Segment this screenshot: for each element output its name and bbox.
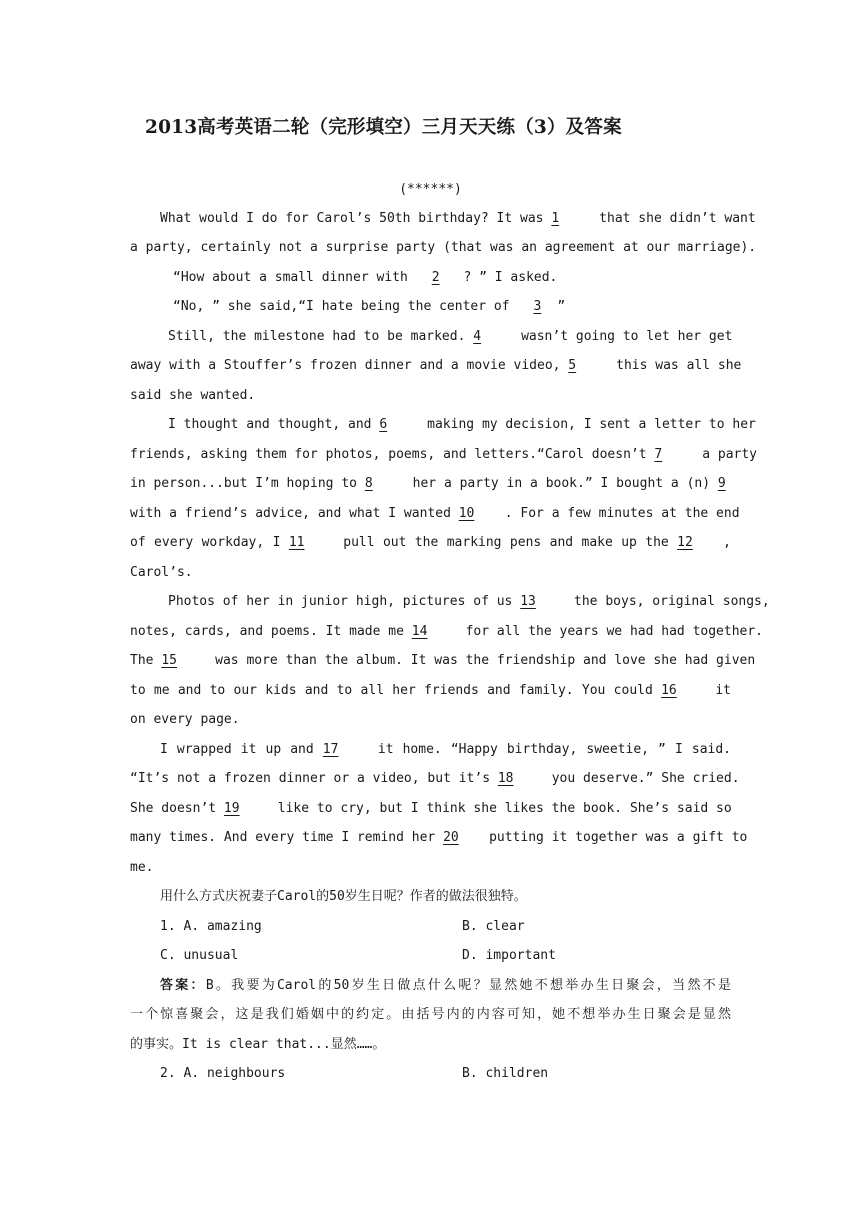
blank-20: 20 bbox=[443, 830, 459, 845]
passage-line: Still, the milestone had to be marked. 4 wasn’t going to let her get bbox=[168, 329, 733, 344]
blank-6: 6 bbox=[379, 417, 388, 432]
blank-11: 11 bbox=[288, 535, 305, 550]
passage-line: with a friend’s advice, and what I wanted 10 . For a few minutes at the end bbox=[130, 506, 740, 521]
passage-line: “No, ” she said,“I hate being the center of 3 ” bbox=[173, 299, 566, 314]
passage-line: “It’s not a frozen dinner or a video, but it’s 18 you deserve.” She cried. bbox=[130, 771, 740, 786]
passage-line: I thought and thought, and 6 making my decision, I sent a letter to her bbox=[168, 417, 756, 432]
blank-19: 19 bbox=[223, 801, 240, 816]
blank-17: 17 bbox=[322, 742, 339, 757]
passage-line: I wrapped it up and 17 it home. “Happy birthday, sweetie, ” I said. bbox=[160, 742, 731, 757]
q1-option-c: C. unusual bbox=[160, 948, 239, 963]
passage-line: friends, asking them for photos, poems, and letters.“Carol doesn’t 7 a party bbox=[130, 447, 758, 462]
passage-line: of every workday, I 11 pull out the marking pens and make up the 12 , bbox=[130, 535, 731, 550]
passage-line: Carol’s. bbox=[130, 565, 193, 580]
passage-line: Photos of her in junior high, pictures of us 13 the boys, original songs, bbox=[168, 594, 770, 609]
passage-line: away with a Stouffer’s frozen dinner and a movie video, 5 this was all she bbox=[130, 358, 742, 373]
passage-line: said she wanted. bbox=[130, 388, 256, 403]
passage-line: in person...but I’m hoping to 8 her a party in a book.” I bought a (n) 9 bbox=[130, 475, 731, 493]
blank-7: 7 bbox=[654, 447, 663, 462]
blank-10: 10 bbox=[458, 506, 475, 521]
blank-14: 14 bbox=[411, 624, 428, 639]
blank-5: 5 bbox=[568, 358, 577, 373]
q1-option-d: D. important bbox=[462, 948, 556, 963]
blank-16: 16 bbox=[661, 683, 677, 698]
passage-line: She doesn’t 19 like to cry, but I think she likes the book. She’s said so bbox=[130, 801, 732, 816]
blank-18: 18 bbox=[497, 771, 514, 786]
passage-line: a party, certainly not a surprise party (that was an agreement at our marriage). bbox=[130, 240, 757, 255]
blank-4: 4 bbox=[473, 329, 482, 344]
passage-line: The 15 was more than the album. It was the friendship and love she had given bbox=[130, 653, 756, 668]
blank-9: 9 bbox=[717, 476, 726, 491]
passage-line: “How about a small dinner with 2 ? ” I asked. bbox=[173, 270, 558, 285]
intro-note: 用什么方式庆祝妻子Carol的50岁生日呢？作者的做法很独特。 bbox=[160, 889, 527, 904]
passage-line: What would I do for Carol’s 50th birthday? It was 1 that she didn’t want bbox=[160, 211, 756, 226]
q2-option-b: B. children bbox=[462, 1066, 549, 1081]
passage-line: many times. And every time I remind her 20 putting it together was a gift to bbox=[130, 830, 748, 845]
blank-12: 12 bbox=[677, 535, 693, 550]
answer-1-line: 一个惊喜聚会，这是我们婚姻中的约定。由括号内的内容可知，她不想举办生日聚会是显然 bbox=[130, 1007, 731, 1022]
passage-line: me. bbox=[130, 860, 154, 875]
blank-2: 2 bbox=[431, 270, 440, 285]
q1-option-b: B. clear bbox=[462, 919, 525, 934]
passage-line: notes, cards, and poems. It made me 14 for all the years we had had together. bbox=[130, 624, 764, 639]
answer-label: 答案： bbox=[160, 978, 206, 993]
passage-line: to me and to our kids and to all her friends and family. You could 16 it bbox=[130, 683, 732, 698]
blank-1: 1 bbox=[551, 211, 560, 226]
stars-marker: (******) bbox=[399, 182, 462, 197]
q2-option-a: 2. A. neighbours bbox=[160, 1066, 286, 1081]
passage-line: on every page. bbox=[130, 712, 240, 727]
q1-option-a: 1. A. amazing bbox=[160, 919, 262, 934]
answer-1-line: 答案：B。我要为Carol的50岁生日做点什么呢？显然她不想举办生日聚会，当然不是 bbox=[160, 978, 731, 993]
blank-15: 15 bbox=[161, 653, 177, 668]
blank-8: 8 bbox=[364, 476, 373, 491]
document-title: 2013高考英语二轮（完形填空）三月天天练（3）及答案 bbox=[145, 117, 622, 138]
blank-13: 13 bbox=[520, 594, 536, 609]
answer-1-line: 的事实。It is clear that...显然……。 bbox=[130, 1037, 386, 1052]
blank-3: 3 bbox=[533, 299, 542, 314]
